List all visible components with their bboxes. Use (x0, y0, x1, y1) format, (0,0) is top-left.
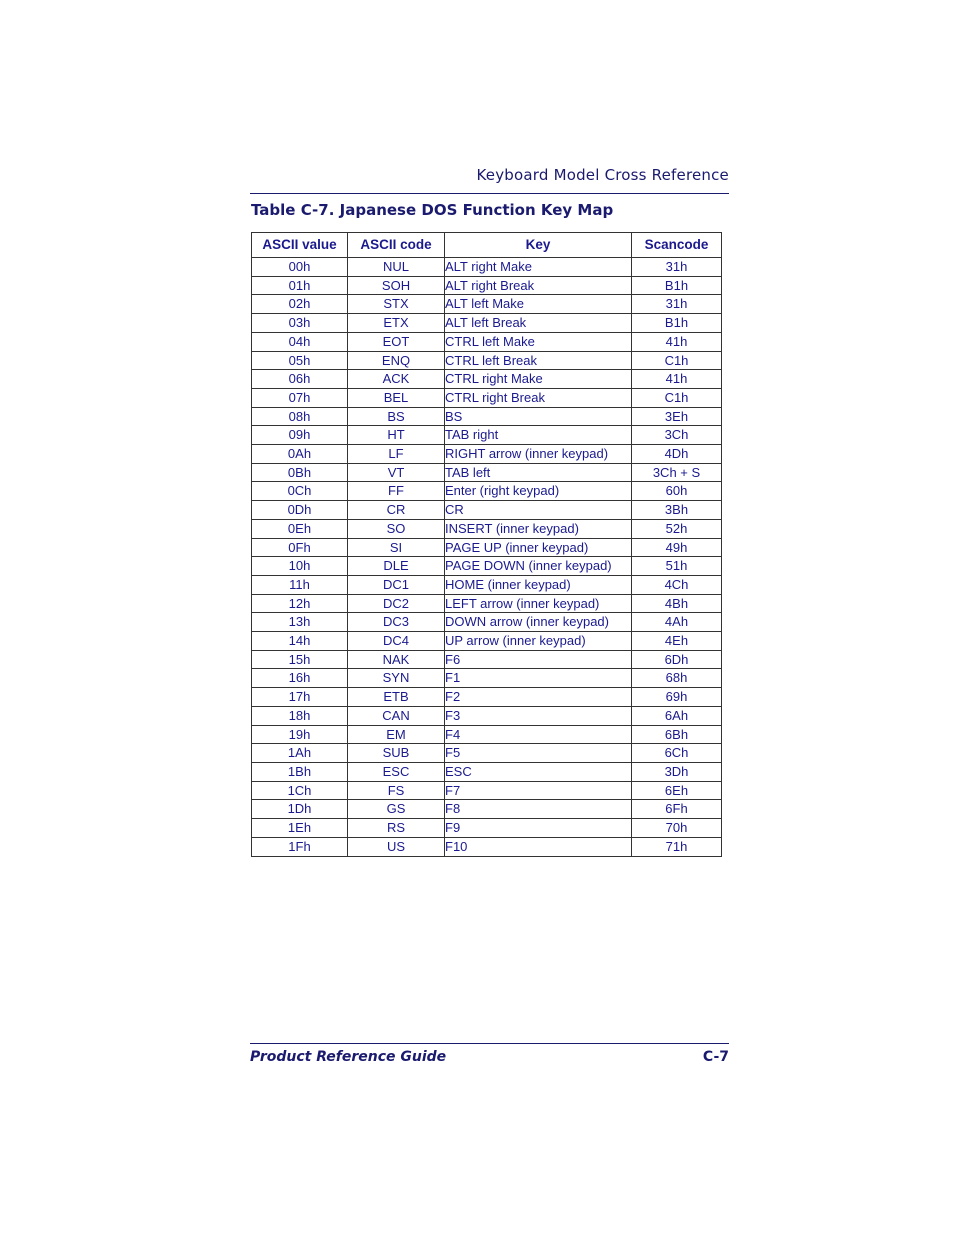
scancode-cell: 6Dh (632, 650, 722, 669)
ascii-value-cell: 15h (252, 650, 348, 669)
key-cell: DOWN arrow (inner keypad) (445, 613, 632, 632)
ascii-code-cell: FF (348, 482, 445, 501)
table-row (252, 295, 722, 314)
ascii-code-cell: CAN (348, 706, 445, 725)
scancode-cell: 41h (632, 332, 722, 351)
key-cell: ESC (445, 762, 632, 781)
ascii-code-cell: US (348, 837, 445, 856)
key-cell: RIGHT arrow (inner keypad) (445, 445, 632, 464)
key-cell: F1 (445, 669, 632, 688)
scancode-cell: 68h (632, 669, 722, 688)
key-cell: F7 (445, 781, 632, 800)
table-caption: Table C-7. Japanese DOS Function Key Map (251, 201, 614, 219)
table-row (252, 463, 722, 482)
scancode-cell: C1h (632, 388, 722, 407)
table-row (252, 314, 722, 333)
scancode-cell: C1h (632, 351, 722, 370)
table-header-row (252, 233, 722, 258)
ascii-code-cell: ESC (348, 762, 445, 781)
ascii-code-cell: HT (348, 426, 445, 445)
ascii-code-cell: CR (348, 501, 445, 520)
table-row (252, 557, 722, 576)
ascii-code-cell: SUB (348, 744, 445, 763)
key-cell: CTRL right Break (445, 388, 632, 407)
ascii-code-cell: ENQ (348, 351, 445, 370)
ascii-value-cell: 04h (252, 332, 348, 351)
ascii-code-cell: RS (348, 819, 445, 838)
table-row (252, 837, 722, 856)
table-row (252, 744, 722, 763)
ascii-value-cell: 17h (252, 688, 348, 707)
footer-divider (250, 1043, 729, 1044)
ascii-value-cell: 01h (252, 276, 348, 295)
table-row (252, 519, 722, 538)
table-row (252, 370, 722, 389)
key-cell: Enter (right keypad) (445, 482, 632, 501)
scancode-cell: B1h (632, 314, 722, 333)
table-row (252, 388, 722, 407)
ascii-value-cell: 1Ch (252, 781, 348, 800)
column-header-scancode: Scancode (632, 233, 722, 258)
ascii-code-cell: DC2 (348, 594, 445, 613)
scancode-cell: 6Bh (632, 725, 722, 744)
key-cell: ALT right Make (445, 258, 632, 277)
scancode-cell: 60h (632, 482, 722, 501)
ascii-code-cell: GS (348, 800, 445, 819)
ascii-value-cell: 10h (252, 557, 348, 576)
scancode-cell: 71h (632, 837, 722, 856)
ascii-value-cell: 12h (252, 594, 348, 613)
key-cell: PAGE UP (inner keypad) (445, 538, 632, 557)
scancode-cell: B1h (632, 276, 722, 295)
key-cell: CTRL right Make (445, 370, 632, 389)
table-row (252, 426, 722, 445)
table-row (252, 332, 722, 351)
ascii-value-cell: 14h (252, 632, 348, 651)
ascii-value-cell: 08h (252, 407, 348, 426)
ascii-code-cell: SYN (348, 669, 445, 688)
ascii-value-cell: 06h (252, 370, 348, 389)
ascii-code-cell: DC1 (348, 575, 445, 594)
ascii-code-cell: DLE (348, 557, 445, 576)
scancode-cell: 3Bh (632, 501, 722, 520)
key-cell: UP arrow (inner keypad) (445, 632, 632, 651)
table-row (252, 725, 722, 744)
key-cell: TAB right (445, 426, 632, 445)
scancode-cell: 6Fh (632, 800, 722, 819)
key-cell: INSERT (inner keypad) (445, 519, 632, 538)
ascii-value-cell: 07h (252, 388, 348, 407)
ascii-code-cell: EM (348, 725, 445, 744)
table-row (252, 632, 722, 651)
footer-page-number: C-7 (702, 1049, 729, 1065)
table-row (252, 575, 722, 594)
page-header-title: Keyboard Model Cross Reference (476, 166, 729, 184)
ascii-value-cell: 19h (252, 725, 348, 744)
table-row (252, 613, 722, 632)
ascii-code-cell: ETX (348, 314, 445, 333)
scancode-cell: 52h (632, 519, 722, 538)
key-cell: CTRL left Break (445, 351, 632, 370)
ascii-value-cell: 02h (252, 295, 348, 314)
scancode-cell: 4Ch (632, 575, 722, 594)
column-header-ascii-value: ASCII value (252, 233, 348, 258)
scancode-cell: 31h (632, 295, 722, 314)
table-row (252, 650, 722, 669)
ascii-value-cell: 03h (252, 314, 348, 333)
ascii-value-cell: 16h (252, 669, 348, 688)
key-cell: ALT right Break (445, 276, 632, 295)
scancode-cell: 4Ah (632, 613, 722, 632)
key-cell: CTRL left Make (445, 332, 632, 351)
ascii-value-cell: 0Fh (252, 538, 348, 557)
key-cell: F10 (445, 837, 632, 856)
key-cell: CR (445, 501, 632, 520)
table-row (252, 258, 722, 277)
column-header-key: Key (445, 233, 632, 258)
ascii-code-cell: VT (348, 463, 445, 482)
ascii-value-cell: 00h (252, 258, 348, 277)
ascii-value-cell: 0Ch (252, 482, 348, 501)
ascii-value-cell: 13h (252, 613, 348, 632)
ascii-value-cell: 05h (252, 351, 348, 370)
scancode-cell: 4Dh (632, 445, 722, 464)
ascii-code-cell: ETB (348, 688, 445, 707)
table-row (252, 669, 722, 688)
key-cell: BS (445, 407, 632, 426)
key-cell: F3 (445, 706, 632, 725)
scancode-cell: 69h (632, 688, 722, 707)
header-divider (250, 193, 729, 194)
scancode-cell: 6Ch (632, 744, 722, 763)
ascii-code-cell: LF (348, 445, 445, 464)
ascii-value-cell: 1Ah (252, 744, 348, 763)
ascii-code-cell: SOH (348, 276, 445, 295)
scancode-cell: 4Bh (632, 594, 722, 613)
scancode-cell: 3Dh (632, 762, 722, 781)
ascii-value-cell: 1Bh (252, 762, 348, 781)
scancode-cell: 41h (632, 370, 722, 389)
table-row (252, 781, 722, 800)
table-row (252, 538, 722, 557)
ascii-value-cell: 0Eh (252, 519, 348, 538)
scancode-cell: 51h (632, 557, 722, 576)
ascii-value-cell: 0Ah (252, 445, 348, 464)
key-cell: F9 (445, 819, 632, 838)
scancode-cell: 3Ch + S (632, 463, 722, 482)
key-cell: LEFT arrow (inner keypad) (445, 594, 632, 613)
table-row (252, 594, 722, 613)
ascii-code-cell: SI (348, 538, 445, 557)
ascii-code-cell: EOT (348, 332, 445, 351)
table-body (252, 258, 722, 857)
column-header-ascii-code: ASCII code (348, 233, 445, 258)
key-cell: ALT left Make (445, 295, 632, 314)
scancode-cell: 70h (632, 819, 722, 838)
ascii-value-cell: 1Eh (252, 819, 348, 838)
table-row (252, 800, 722, 819)
key-cell: HOME (inner keypad) (445, 575, 632, 594)
ascii-code-cell: FS (348, 781, 445, 800)
scancode-cell: 3Eh (632, 407, 722, 426)
key-cell: F8 (445, 800, 632, 819)
ascii-code-cell: DC4 (348, 632, 445, 651)
key-cell: TAB left (445, 463, 632, 482)
table-row (252, 501, 722, 520)
ascii-code-cell: NAK (348, 650, 445, 669)
scancode-cell: 31h (632, 258, 722, 277)
scancode-cell: 4Eh (632, 632, 722, 651)
ascii-value-cell: 0Dh (252, 501, 348, 520)
table-row (252, 706, 722, 725)
key-cell: ALT left Break (445, 314, 632, 333)
scancode-cell: 49h (632, 538, 722, 557)
table-row (252, 482, 722, 501)
table-row (252, 351, 722, 370)
scancode-cell: 6Eh (632, 781, 722, 800)
ascii-code-cell: STX (348, 295, 445, 314)
ascii-code-cell: NUL (348, 258, 445, 277)
ascii-code-cell: DC3 (348, 613, 445, 632)
table-row (252, 762, 722, 781)
ascii-value-cell: 18h (252, 706, 348, 725)
table-row (252, 688, 722, 707)
key-cell: PAGE DOWN (inner keypad) (445, 557, 632, 576)
table-row (252, 819, 722, 838)
ascii-value-cell: 0Bh (252, 463, 348, 482)
ascii-code-cell: BS (348, 407, 445, 426)
ascii-code-cell: ACK (348, 370, 445, 389)
function-key-map-table (251, 232, 722, 857)
key-cell: F4 (445, 725, 632, 744)
scancode-cell: 3Ch (632, 426, 722, 445)
ascii-code-cell: BEL (348, 388, 445, 407)
ascii-value-cell: 11h (252, 575, 348, 594)
table-row (252, 276, 722, 295)
ascii-value-cell: 1Dh (252, 800, 348, 819)
scancode-cell: 6Ah (632, 706, 722, 725)
ascii-value-cell: 09h (252, 426, 348, 445)
table-row (252, 445, 722, 464)
key-cell: F6 (445, 650, 632, 669)
footer-guide-title: Product Reference Guide (250, 1049, 447, 1065)
table-row (252, 407, 722, 426)
key-cell: F5 (445, 744, 632, 763)
key-cell: F2 (445, 688, 632, 707)
ascii-value-cell: 1Fh (252, 837, 348, 856)
ascii-code-cell: SO (348, 519, 445, 538)
